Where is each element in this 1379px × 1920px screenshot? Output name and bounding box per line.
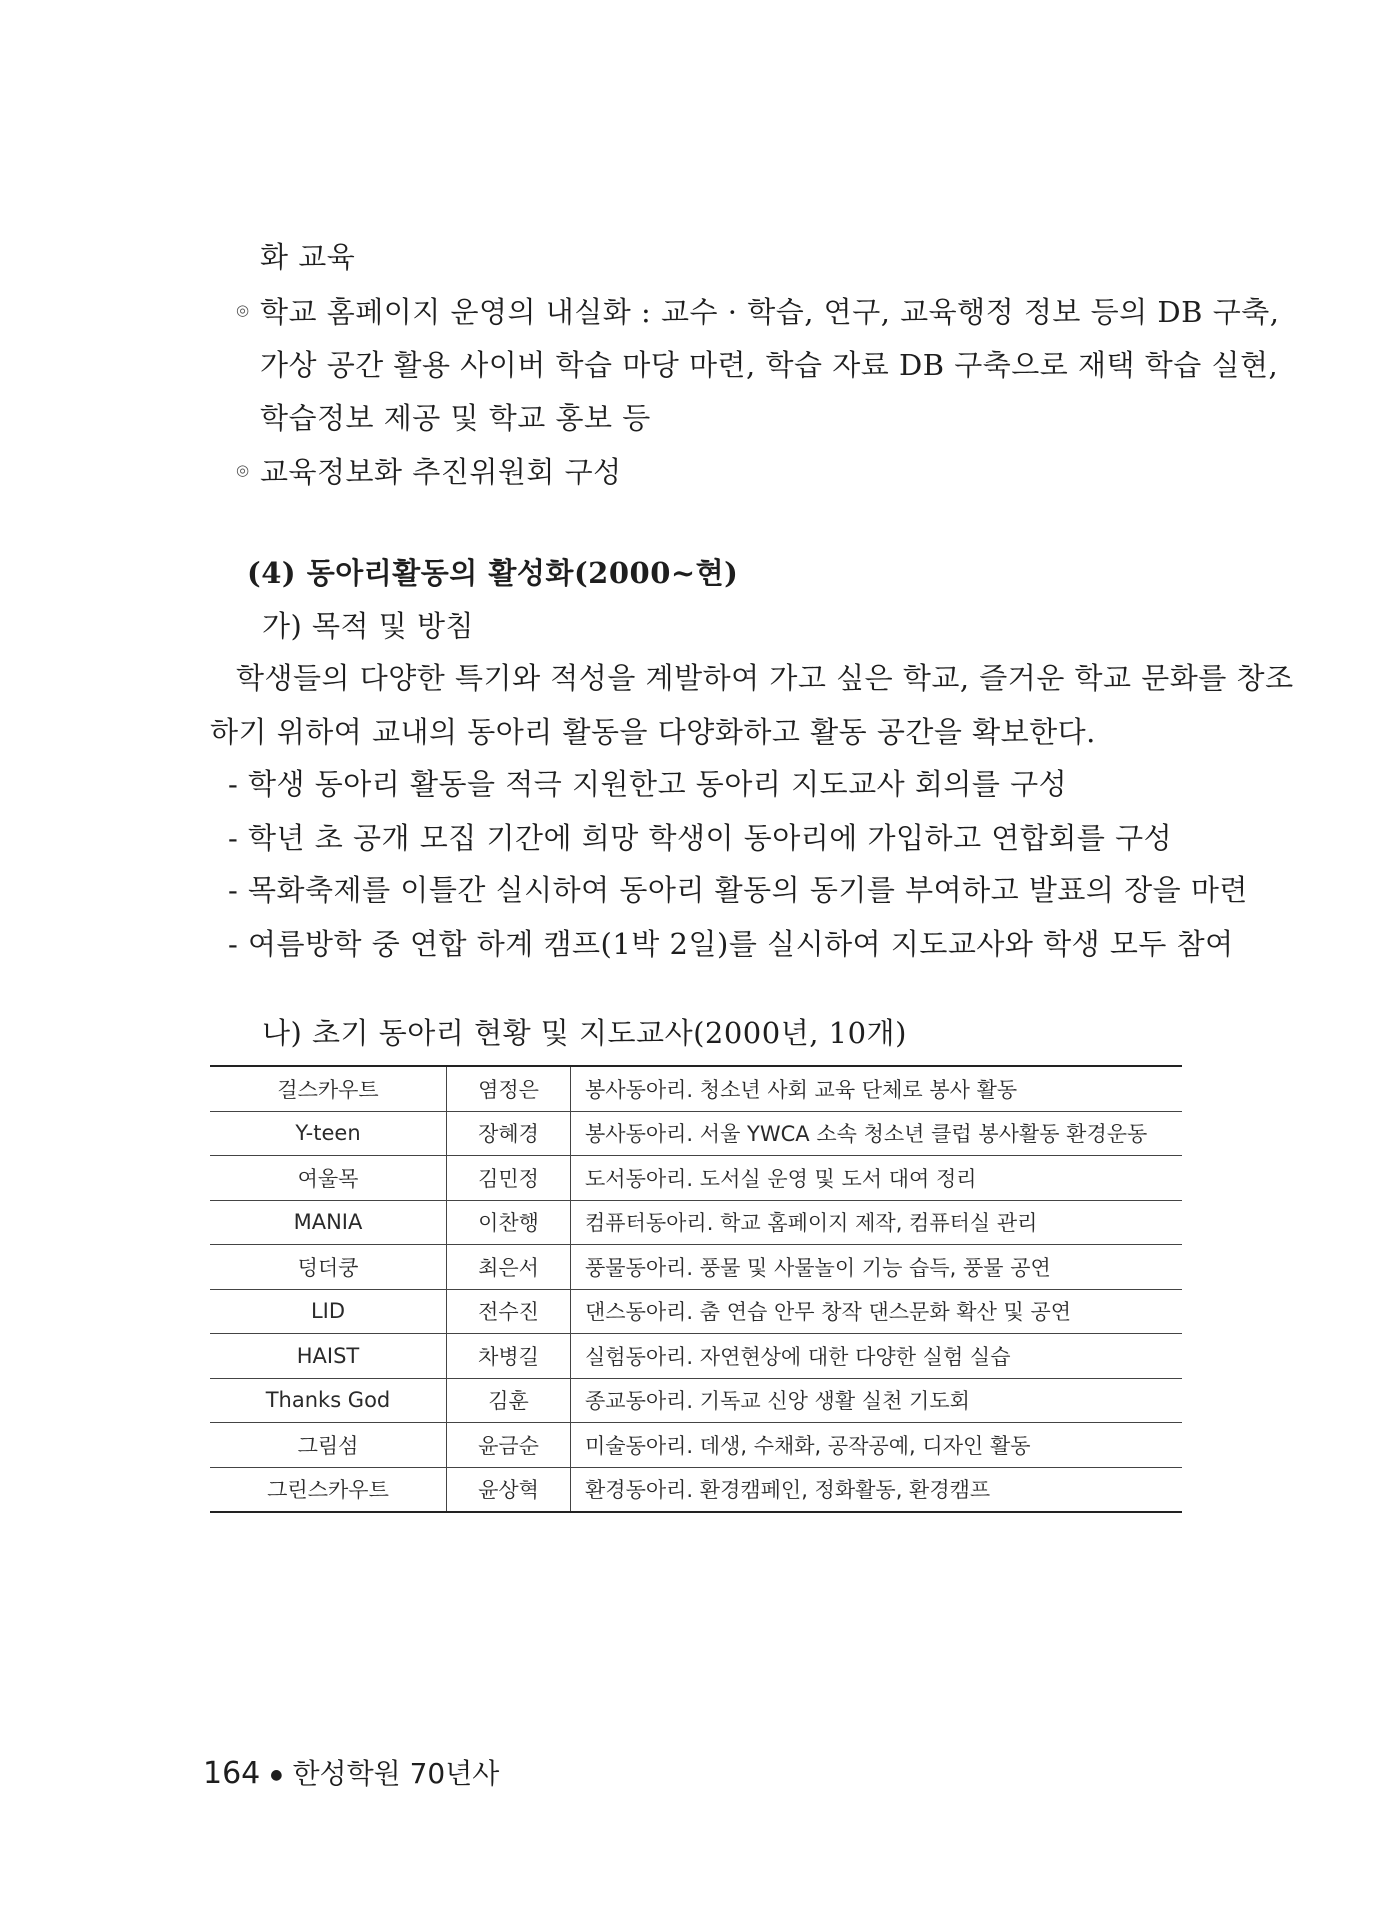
table-row <box>210 1111 1182 1156</box>
table-row <box>210 1289 1182 1334</box>
table-row <box>210 1423 1182 1468</box>
table-row <box>210 1245 1182 1290</box>
advisor-cell: 전수진 <box>447 1289 571 1334</box>
text-line: 가상 공간 활용 사이버 학습 마당 마련, 학습 자료 DB 구축으로 재택 학습 실현, <box>260 348 1279 382</box>
table-row <box>210 1467 1182 1512</box>
text-line: 교육정보화 추진위원회 구성 <box>260 455 622 489</box>
paragraph-line: 하기 위하여 교내의 동아리 활동을 다양화하고 활동 공간을 확보한다. <box>210 715 1096 749</box>
subsection-heading: 가) 목적 및 방침 <box>262 609 475 643</box>
separator-dot: ● <box>270 1767 283 1783</box>
description-cell: 풍물동아리. 풍물 및 사물놀이 기능 습득, 풍물 공연 <box>571 1245 1183 1290</box>
page-footer <box>203 1752 499 1792</box>
table-row <box>210 1156 1182 1201</box>
list-item: - 목화축제를 이틀간 실시하여 동아리 활동의 동기를 부여하고 발표의 장을 마련 <box>228 873 1248 907</box>
bullet-icon: ◎ <box>236 461 250 479</box>
club-name-cell: 그린스카우트 <box>210 1467 447 1512</box>
table-row <box>210 1334 1182 1379</box>
advisor-cell: 염정은 <box>447 1066 571 1111</box>
table-row <box>210 1378 1182 1423</box>
advisor-cell: 윤금순 <box>447 1423 571 1468</box>
page-number: 164 <box>203 1756 261 1791</box>
club-name-cell: MANIA <box>210 1200 447 1245</box>
advisor-cell: 윤상혁 <box>447 1467 571 1512</box>
paragraph-line: 학생들의 다양한 특기와 적성을 계발하여 가고 싶은 학교, 즐거운 학교 문화를 창조 <box>236 661 1294 695</box>
description-cell: 봉사동아리. 서울 YWCA 소속 청소년 클럽 봉사활동 환경운동 <box>571 1111 1183 1156</box>
table-caption: 나) 초기 동아리 현황 및 지도교사(2000년, 10개) <box>262 1016 907 1050</box>
club-name-cell: LID <box>210 1289 447 1334</box>
advisor-cell: 김민정 <box>447 1156 571 1201</box>
club-name-cell: Thanks God <box>210 1378 447 1423</box>
club-name-cell: 그림섬 <box>210 1423 447 1468</box>
description-cell: 실험동아리. 자연현상에 대한 다양한 실험 실습 <box>571 1334 1183 1379</box>
book-title: 한성학원 70년사 <box>292 1757 500 1790</box>
clubs-table <box>210 1065 1182 1513</box>
advisor-cell: 김훈 <box>447 1378 571 1423</box>
description-cell: 도서동아리. 도서실 운영 및 도서 대여 정리 <box>571 1156 1183 1201</box>
description-cell: 컴퓨터동아리. 학교 홈페이지 제작, 컴퓨터실 관리 <box>571 1200 1183 1245</box>
club-name-cell: 덩더쿵 <box>210 1245 447 1290</box>
description-cell: 댄스동아리. 춤 연습 안무 창작 댄스문화 확산 및 공연 <box>571 1289 1183 1334</box>
club-name-cell: 걸스카우트 <box>210 1066 447 1111</box>
bullet-icon: ◎ <box>236 301 250 319</box>
text-line: 화 교육 <box>260 240 356 274</box>
description-cell: 환경동아리. 환경캠페인, 정화활동, 환경캠프 <box>585 1478 991 1503</box>
table-row <box>210 1066 1182 1111</box>
section-heading: (4) 동아리활동의 활성화(2000~현) <box>247 556 739 590</box>
text-line: 학교 홈페이지 운영의 내실화 : 교수 · 학습, 연구, 교육행정 정보 등의 DB 구축, <box>260 295 1280 329</box>
description-cell: 종교동아리. 기독교 신앙 생활 실천 기도회 <box>571 1378 1183 1423</box>
list-item: - 학생 동아리 활동을 적극 지원한고 동아리 지도교사 회의를 구성 <box>228 767 1068 801</box>
advisor-cell: 이찬행 <box>447 1200 571 1245</box>
description-cell: 미술동아리. 데생, 수채화, 공작공예, 디자인 활동 <box>571 1423 1183 1468</box>
club-name-cell: 여울목 <box>210 1156 447 1201</box>
description-cell: 봉사동아리. 청소년 사회 교육 단체로 봉사 활동 <box>571 1066 1183 1111</box>
list-item: - 학년 초 공개 모집 기간에 희망 학생이 동아리에 가입하고 연합회를 구성 <box>228 821 1173 855</box>
club-name-cell: Y-teen <box>210 1111 447 1156</box>
club-name-cell: HAIST <box>210 1334 447 1379</box>
advisor-cell: 최은서 <box>447 1245 571 1290</box>
text-line: 학습정보 제공 및 학교 홍보 등 <box>260 401 651 435</box>
advisor-cell: 장혜경 <box>447 1111 571 1156</box>
advisor-cell: 차병길 <box>447 1334 571 1379</box>
table-row <box>210 1200 1182 1245</box>
list-item: - 여름방학 중 연합 하계 캠프(1박 2일)를 실시하여 지도교사와 학생 모두 참여 <box>228 927 1234 961</box>
